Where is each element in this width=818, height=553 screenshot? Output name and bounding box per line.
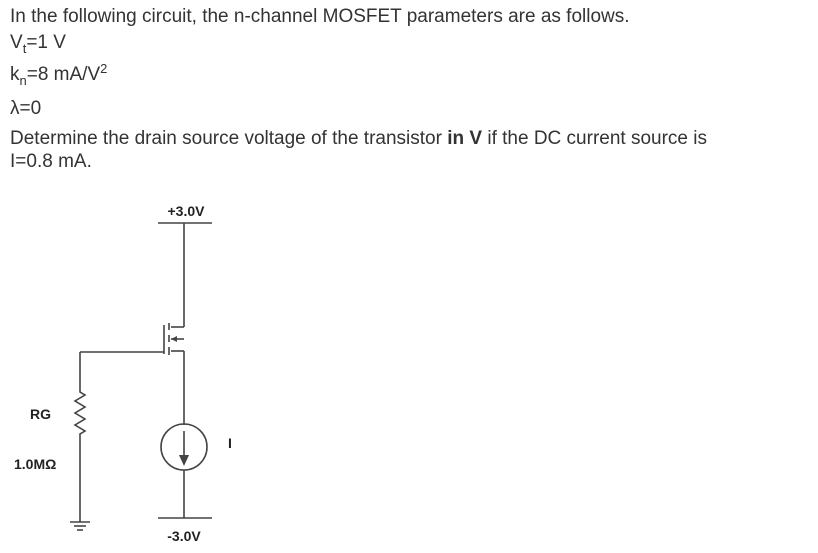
current-source-label: I (228, 435, 232, 451)
ground-icon (70, 522, 90, 530)
resistor-rg (75, 386, 85, 440)
param-lambda: λ=0 (10, 98, 42, 119)
vdd-label: +3.0V (167, 203, 205, 219)
question-determine: Determine the drain source voltage of the transistor in V if the DC current source is (10, 128, 707, 149)
param-kn: $k_n=8$ $mA/V^2$ (10, 61, 108, 88)
current-source-icon (161, 424, 207, 470)
rg-label: RG (30, 406, 51, 422)
rg-value-label: 1.0MΩ (14, 456, 57, 472)
param-vt: $V_t=1$ V (10, 32, 66, 56)
nmos-transistor (164, 323, 184, 355)
question-current: I=0.8 mA. (10, 151, 92, 172)
vss-label: -3.0V (167, 528, 201, 544)
question-intro: In the following circuit, the n-channel MOSFET parameters are as follows. (10, 6, 630, 27)
